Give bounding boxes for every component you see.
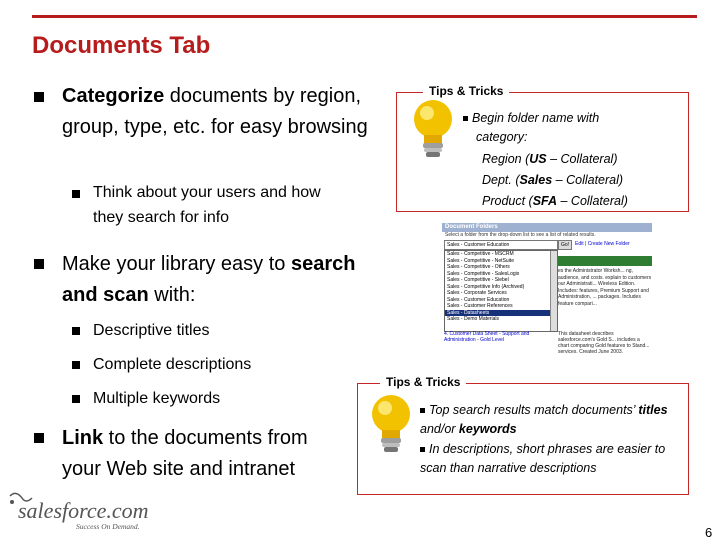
tips2-text-1: Top search results match documents’ titles and/or keywords [420, 403, 668, 436]
list-item[interactable]: Sales - Competitive - Siebel [447, 277, 509, 283]
bullet-marker [72, 395, 80, 403]
list-item-selected[interactable]: Sales - Datasheets [445, 310, 557, 317]
folder-list[interactable] [444, 250, 558, 332]
bullet-marker [420, 447, 425, 452]
tip-example-region: Region (US – Collateral) [482, 152, 618, 166]
bullet-marker [420, 408, 425, 413]
slide-title: Documents Tab [32, 32, 211, 59]
tip-example-dept: Dept. (Sales – Collateral) [482, 173, 624, 187]
list-item[interactable]: Sales - Corporate Services [447, 290, 507, 296]
sub-bullet-descriptions: Complete descriptions [93, 356, 252, 373]
folder-description: es the Administrator Worksh... ng, audience, and costs. explain to customers our Administrati... Wireless Edition. Includes: features, Premium Support and Administration, ... packages. Includes feature compari... [558, 268, 652, 307]
list-item[interactable]: Sales - Customer References [447, 303, 513, 309]
lightbulb-icon [411, 97, 455, 163]
salesforce-logo [4, 488, 154, 532]
bullet-library [62, 249, 362, 311]
go-button[interactable]: Go! [558, 240, 572, 250]
bullet-text: Make your library easy to [62, 253, 291, 275]
top-rule [32, 15, 697, 18]
list-item[interactable]: Sales - Customer Education [447, 296, 510, 303]
logo-text: salesforce.com [18, 498, 149, 523]
folder-links[interactable]: Edit | Create New Folder [575, 241, 630, 247]
list-scrollbar[interactable] [550, 251, 557, 331]
bullet-text: with: [148, 284, 196, 306]
folders-subtitle: Select a folder from the drop-down list to see a list of related results. [445, 232, 596, 238]
folder-select[interactable]: Sales - Customer Education [444, 240, 558, 250]
document-link[interactable]: 4. Customer Data Sheet - Support and Administration - Gold Level [444, 331, 530, 343]
list-item[interactable]: Sales - Competitive - Others [447, 264, 510, 270]
list-item[interactable]: Sales - Competitive - SalesLogix [447, 270, 520, 277]
list-item[interactable]: Sales - Competitive Info (Archived) [447, 283, 525, 290]
sub-bullet-titles: Descriptive titles [93, 322, 210, 339]
document-folders-screenshot [442, 223, 652, 355]
bullet-bold: Categorize [62, 85, 165, 107]
bullet-marker [72, 327, 80, 335]
bullet-marker [72, 190, 80, 198]
list-item[interactable]: Sales - Competitive - NetSuite [447, 257, 514, 264]
tips1-text [463, 109, 683, 147]
sub-bullet-users: Think about your users and how they search for info [93, 184, 321, 226]
bullet-marker [34, 259, 44, 269]
bullet-text: to the documents from your Web site and intranet [62, 427, 308, 480]
bullet-text: documents by region, group, type, etc. for easy browsing [62, 85, 368, 138]
tip-example-product: Product (SFA – Collateral) [482, 194, 628, 208]
bullet-categorize [62, 81, 372, 143]
tip-line: Begin folder name with [472, 111, 600, 125]
bullet-bold: Link [62, 427, 104, 449]
bullet-marker [34, 433, 44, 443]
lightbulb-icon [369, 392, 413, 458]
document-description: This datasheet describes salesforce.com's Gold S... includes a chart comparing Gold features to Stand... services. Created June 2003. [558, 331, 650, 355]
page-number: 6 [705, 525, 713, 540]
logo-tagline: Success On Demand. [76, 522, 140, 531]
tips-label-1: Tips & Tricks [423, 84, 509, 98]
tip-line: category: [476, 130, 528, 144]
bullet-marker [72, 361, 80, 369]
list-item[interactable]: Sales - Demo Materials [447, 316, 499, 322]
folders-header: Document Folders [442, 223, 652, 232]
bullet-marker [34, 92, 44, 102]
green-band [558, 256, 652, 266]
tips-label-2: Tips & Tricks [380, 375, 466, 389]
bullet-bold: search and scan [62, 253, 356, 306]
tips2-text-2: In descriptions, short phrases are easier to scan than narrative descriptions [420, 442, 666, 475]
sub-bullet-keywords: Multiple keywords [93, 390, 221, 407]
list-item[interactable]: Sales - Competitive - MSCRM [447, 251, 514, 257]
bullet-link [62, 423, 352, 485]
bullet-marker [463, 116, 468, 121]
